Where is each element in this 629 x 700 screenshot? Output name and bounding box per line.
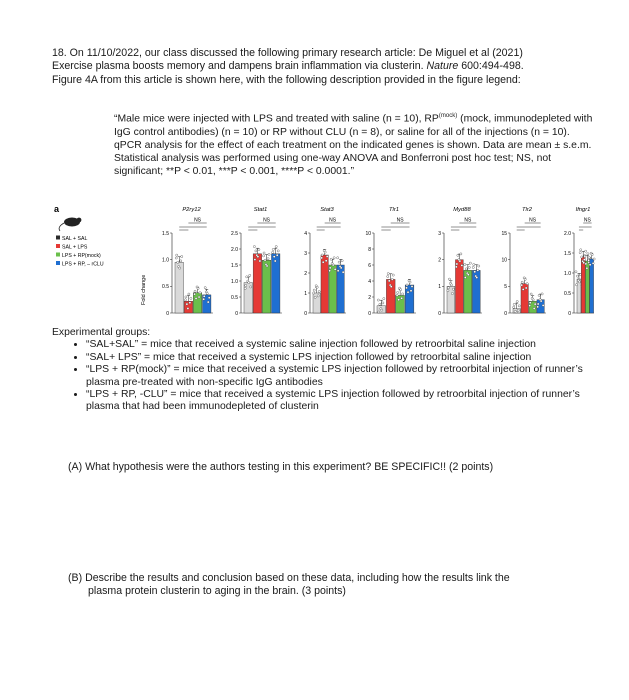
data-point bbox=[379, 303, 381, 305]
data-point bbox=[464, 263, 466, 265]
bar bbox=[590, 259, 594, 313]
y-tick-label: 10 bbox=[365, 230, 371, 237]
data-point bbox=[405, 287, 407, 289]
y-tick-label: 1.5 bbox=[231, 262, 238, 269]
data-point bbox=[459, 260, 461, 262]
data-point bbox=[447, 290, 449, 292]
data-point bbox=[377, 299, 379, 301]
data-point bbox=[316, 286, 318, 288]
data-point bbox=[593, 258, 595, 260]
y-tick-label: 4 bbox=[304, 230, 307, 237]
legend-swatch bbox=[56, 253, 60, 257]
data-point bbox=[529, 302, 531, 304]
y-tick-label: 15 bbox=[501, 230, 507, 237]
data-point bbox=[584, 256, 586, 258]
data-point bbox=[461, 264, 463, 266]
data-point bbox=[208, 297, 210, 299]
y-tick-label: 0 bbox=[304, 310, 307, 317]
y-tick-label: 1.5 bbox=[564, 250, 571, 257]
gene-title: P2ry12 bbox=[182, 207, 201, 213]
data-point bbox=[329, 267, 331, 269]
data-point bbox=[337, 270, 339, 272]
y-tick-label: 10 bbox=[501, 257, 507, 264]
question-b bbox=[68, 572, 588, 598]
data-point bbox=[525, 287, 527, 289]
data-point bbox=[391, 278, 393, 280]
data-point bbox=[330, 258, 332, 260]
data-point bbox=[266, 265, 268, 267]
data-point bbox=[259, 260, 261, 262]
data-point bbox=[576, 275, 578, 277]
data-point bbox=[253, 246, 255, 248]
data-point bbox=[333, 257, 335, 259]
data-point bbox=[400, 289, 402, 291]
data-point bbox=[378, 311, 380, 313]
legend-label: SAL + LPS bbox=[62, 244, 88, 251]
bar bbox=[577, 279, 581, 313]
legend-swatch bbox=[56, 236, 60, 240]
y-tick-label: 2 bbox=[368, 294, 371, 301]
question-b-line-2: plasma protein clusterin to aging in the brain. (3 points) bbox=[88, 585, 346, 597]
data-point bbox=[540, 300, 542, 302]
bar bbox=[175, 262, 183, 313]
ns-label: NS bbox=[529, 217, 537, 224]
data-point bbox=[203, 298, 205, 300]
data-point bbox=[177, 261, 179, 263]
data-point bbox=[387, 273, 389, 275]
data-point bbox=[451, 292, 453, 294]
bar bbox=[329, 265, 336, 313]
data-point bbox=[448, 278, 450, 280]
group-item: • “LPS + RP(mock)” = mice that received a systemic LPS injection followed by retroorbital injection of runner’s plasma pre-treated with non-specific IgG antibodies bbox=[86, 364, 597, 389]
legend-label: LPS + RP(mock) bbox=[62, 253, 101, 259]
data-point bbox=[526, 283, 528, 285]
data-point bbox=[397, 291, 399, 293]
bar bbox=[253, 254, 261, 313]
data-point bbox=[410, 290, 412, 292]
data-point bbox=[254, 258, 256, 260]
data-point bbox=[338, 261, 340, 263]
y-tick-label: 3 bbox=[304, 250, 307, 257]
data-point bbox=[275, 246, 277, 248]
data-point bbox=[181, 255, 183, 257]
data-point bbox=[392, 274, 394, 276]
ns-label: NS bbox=[194, 217, 202, 224]
data-point bbox=[382, 302, 384, 304]
data-point bbox=[518, 305, 520, 307]
data-point bbox=[246, 276, 248, 278]
gene-title: Tlr1 bbox=[389, 207, 399, 213]
y-tick-label: 4 bbox=[368, 278, 371, 285]
group-item: • “SAL+ LPS” = mice that received a systemic LPS injection followed by retroorbital saline injection bbox=[86, 352, 597, 364]
legend-swatch bbox=[56, 244, 60, 248]
data-point bbox=[321, 257, 323, 259]
groups-list bbox=[52, 339, 597, 413]
data-point bbox=[381, 309, 383, 311]
data-point bbox=[521, 284, 523, 286]
data-point bbox=[342, 271, 344, 273]
data-point bbox=[513, 306, 515, 308]
data-point bbox=[588, 259, 590, 261]
y-tick-label: 1.0 bbox=[231, 278, 238, 285]
data-point bbox=[522, 288, 524, 290]
legend-superscript: (mock) bbox=[438, 113, 458, 119]
data-point bbox=[579, 252, 581, 254]
data-point bbox=[258, 248, 260, 250]
citation-title: Exercise plasma boosts memory and dampens brain inflammation via clusterin. bbox=[52, 60, 427, 73]
question-a bbox=[68, 461, 588, 474]
y-tick-label: 0.5 bbox=[231, 294, 238, 301]
data-point bbox=[581, 256, 583, 258]
question-a-text: (A) What hypothesis were the authors testing in this experiment? BE SPECIFIC!! (2 points) bbox=[68, 461, 494, 473]
data-point bbox=[534, 303, 536, 305]
data-point bbox=[538, 294, 540, 296]
data-point bbox=[533, 307, 535, 309]
bar bbox=[262, 260, 270, 313]
gene-title: Tlr2 bbox=[522, 207, 532, 213]
data-point bbox=[530, 293, 532, 295]
citation-volume: 600:494-498. bbox=[458, 60, 524, 73]
data-point bbox=[455, 266, 457, 268]
data-point bbox=[245, 284, 247, 286]
data-point bbox=[591, 254, 593, 256]
data-point bbox=[537, 303, 539, 305]
data-point bbox=[465, 268, 467, 270]
data-point bbox=[575, 271, 577, 273]
data-point bbox=[578, 281, 580, 283]
data-point bbox=[469, 262, 471, 264]
data-point bbox=[406, 284, 408, 286]
data-point bbox=[541, 293, 543, 295]
question-header bbox=[52, 47, 592, 87]
data-point bbox=[529, 304, 531, 306]
data-point bbox=[276, 254, 278, 256]
data-point bbox=[179, 267, 181, 269]
data-point bbox=[390, 286, 392, 288]
bar bbox=[396, 295, 405, 313]
data-point bbox=[521, 281, 523, 283]
data-point bbox=[267, 258, 269, 260]
data-point bbox=[255, 250, 257, 252]
data-point bbox=[452, 288, 454, 290]
y-tick-label: 2 bbox=[438, 257, 441, 264]
data-point bbox=[194, 290, 196, 292]
y-tick-label: 8 bbox=[368, 246, 371, 253]
data-point bbox=[467, 274, 469, 276]
data-point bbox=[180, 260, 182, 262]
data-point bbox=[206, 292, 208, 294]
gene-title: Stat1 bbox=[253, 207, 268, 213]
data-point bbox=[532, 299, 534, 301]
y-tick-label: 0.5 bbox=[162, 284, 169, 291]
data-point bbox=[248, 282, 250, 284]
data-point bbox=[589, 264, 591, 266]
bar bbox=[271, 254, 279, 313]
data-point bbox=[321, 254, 323, 256]
data-point bbox=[249, 274, 251, 276]
y-tick-label: 0 bbox=[166, 310, 169, 317]
data-point bbox=[580, 249, 582, 251]
y-tick-label: 1.0 bbox=[162, 257, 169, 264]
data-point bbox=[313, 289, 315, 291]
y-tick-label: 1 bbox=[438, 284, 441, 291]
data-point bbox=[203, 295, 205, 297]
journal-name: Nature bbox=[426, 60, 459, 73]
data-point bbox=[334, 268, 336, 270]
data-point bbox=[477, 269, 479, 271]
data-point bbox=[464, 276, 466, 278]
y-tick-label: 2.0 bbox=[564, 230, 571, 237]
data-point bbox=[337, 257, 339, 259]
data-point bbox=[190, 297, 192, 299]
data-point bbox=[318, 290, 320, 292]
header-line-2 bbox=[52, 60, 592, 73]
data-point bbox=[583, 262, 585, 264]
y-tick-label: 0 bbox=[235, 310, 238, 317]
y-tick-label: 1.0 bbox=[564, 270, 571, 277]
data-point bbox=[272, 248, 274, 250]
data-point bbox=[516, 300, 518, 302]
experimental-groups bbox=[52, 327, 597, 414]
legend-text-1: “Male mice were injected with LPS and treated with saline (n = 10), RP bbox=[114, 113, 439, 125]
data-point bbox=[407, 291, 409, 293]
data-point bbox=[325, 260, 327, 262]
y-tick-label: 1 bbox=[304, 290, 307, 297]
data-point bbox=[575, 284, 577, 286]
bar bbox=[184, 301, 192, 313]
mouse-tail-icon bbox=[59, 223, 64, 231]
header-line-1: 18. On 11/10/2022, our class discussed the following primary research article: De Miguel et al (2021) bbox=[52, 47, 523, 59]
data-point bbox=[199, 292, 201, 294]
data-point bbox=[329, 270, 331, 272]
ns-label: NS bbox=[464, 217, 472, 224]
data-point bbox=[583, 258, 585, 260]
data-point bbox=[324, 251, 326, 253]
data-point bbox=[398, 299, 400, 301]
bar bbox=[321, 255, 328, 313]
data-point bbox=[513, 303, 515, 305]
bar bbox=[581, 257, 585, 313]
groups-heading: Experimental groups: bbox=[52, 327, 151, 338]
data-point bbox=[396, 294, 398, 296]
data-point bbox=[585, 250, 587, 252]
legend-label: LPS + RP, – rCLU bbox=[62, 261, 104, 268]
y-tick-label: 0.5 bbox=[564, 290, 571, 297]
data-point bbox=[537, 306, 539, 308]
ns-label: NS bbox=[396, 217, 404, 224]
data-point bbox=[341, 260, 343, 262]
data-point bbox=[193, 293, 195, 295]
group-item: • “LPS + RP, -CLU” = mice that received a systemic LPS injection followed by retroorbital injection of runner’s plasma that had been immunodepleted of clusterin bbox=[86, 389, 597, 414]
data-point bbox=[273, 256, 275, 258]
ns-label: NS bbox=[583, 217, 591, 224]
mouse-ear-icon bbox=[77, 218, 82, 223]
data-point bbox=[198, 296, 200, 298]
y-axis-label: Fold change bbox=[141, 274, 147, 305]
data-point bbox=[250, 286, 252, 288]
data-point bbox=[263, 252, 265, 254]
data-point bbox=[542, 304, 544, 306]
data-point bbox=[401, 297, 403, 299]
y-tick-label: 5 bbox=[504, 284, 507, 291]
data-point bbox=[402, 293, 404, 295]
data-point bbox=[586, 267, 588, 269]
data-point bbox=[517, 309, 519, 311]
gene-title: Stat3 bbox=[320, 207, 334, 213]
data-point bbox=[187, 307, 189, 309]
data-point bbox=[264, 259, 266, 261]
data-point bbox=[514, 311, 516, 313]
data-point bbox=[460, 253, 462, 255]
data-point bbox=[476, 276, 478, 278]
figure-legend-quote bbox=[114, 110, 594, 178]
bar bbox=[405, 285, 414, 313]
gene-title: Ifngr1 bbox=[575, 207, 591, 213]
ns-label: NS bbox=[329, 217, 337, 224]
data-point bbox=[204, 287, 206, 289]
y-tick-label: 0 bbox=[504, 310, 507, 317]
data-point bbox=[468, 266, 470, 268]
gene-title: Myd88 bbox=[453, 207, 471, 213]
data-point bbox=[207, 301, 209, 303]
panel-label: a bbox=[54, 204, 60, 214]
data-point bbox=[184, 299, 186, 301]
data-point bbox=[472, 266, 474, 268]
data-point bbox=[447, 287, 449, 289]
y-tick-label: 1.5 bbox=[162, 230, 169, 237]
data-point bbox=[175, 257, 177, 259]
header-line-3: Figure 4A from this article is shown here, with the following description provided in the figure legend: bbox=[52, 73, 521, 86]
data-point bbox=[317, 295, 319, 297]
data-point bbox=[244, 287, 246, 289]
y-tick-label: 3 bbox=[438, 230, 441, 237]
data-point bbox=[189, 302, 191, 304]
data-point bbox=[313, 292, 315, 294]
data-point bbox=[197, 287, 199, 289]
data-point bbox=[195, 297, 197, 299]
data-point bbox=[592, 262, 594, 264]
question-b-line-1: (B) Describe the results and conclusion based on these data, including how the results link the bbox=[68, 572, 510, 584]
data-point bbox=[257, 256, 259, 258]
data-point bbox=[185, 296, 187, 298]
data-point bbox=[450, 284, 452, 286]
group-item: • “SAL+SAL” = mice that received a systemic saline injection followed by retroorbital saline injection bbox=[86, 339, 597, 351]
data-point bbox=[188, 293, 190, 295]
ns-label: NS bbox=[263, 217, 271, 224]
y-tick-label: 0 bbox=[568, 310, 571, 317]
data-point bbox=[588, 256, 590, 258]
data-point bbox=[268, 253, 270, 255]
y-tick-label: 0 bbox=[368, 310, 371, 317]
data-point bbox=[186, 303, 188, 305]
data-point bbox=[272, 251, 274, 253]
data-point bbox=[332, 264, 334, 266]
data-point bbox=[314, 296, 316, 298]
data-point bbox=[388, 280, 390, 282]
y-tick-label: 2.5 bbox=[231, 230, 238, 237]
legend-swatch bbox=[56, 261, 60, 265]
y-tick-label: 2 bbox=[304, 270, 307, 277]
legend-label: SAL + SAL bbox=[62, 236, 88, 242]
data-point bbox=[587, 253, 589, 255]
bar bbox=[193, 293, 201, 313]
data-point bbox=[322, 261, 324, 263]
data-point bbox=[473, 263, 475, 265]
data-point bbox=[277, 250, 279, 252]
data-point bbox=[409, 281, 411, 283]
data-point bbox=[456, 263, 458, 265]
y-tick-label: 0 bbox=[438, 310, 441, 317]
legend-text-2: (mock, immunodepleted with IgG control antibodies) (n = 10) or RP without CLU (n = 8), or saline for all of the injections (n = 10). qPCR analysis for the effect of each treatment on the indicated genes is shown. Data are mean ± s.e.m. Statistical analysis was performed using one-way ANOVA and Bonferroni post hoc test; NS, not significant; **P < 0.01, ***P < 0.001, ****P < 0.0001.” bbox=[114, 113, 593, 178]
y-tick-label: 6 bbox=[368, 262, 371, 269]
data-point bbox=[340, 267, 342, 269]
data-point bbox=[474, 271, 476, 273]
data-point bbox=[457, 254, 459, 256]
data-point bbox=[585, 263, 587, 265]
y-tick-label: 2.0 bbox=[231, 246, 238, 253]
figure-4a bbox=[52, 200, 600, 320]
data-point bbox=[478, 265, 480, 267]
data-point bbox=[524, 278, 526, 280]
data-point bbox=[387, 275, 389, 277]
data-point bbox=[383, 298, 385, 300]
data-point bbox=[262, 255, 264, 257]
data-point bbox=[274, 260, 276, 262]
data-point bbox=[411, 285, 413, 287]
data-point bbox=[326, 255, 328, 257]
data-point bbox=[176, 254, 178, 256]
